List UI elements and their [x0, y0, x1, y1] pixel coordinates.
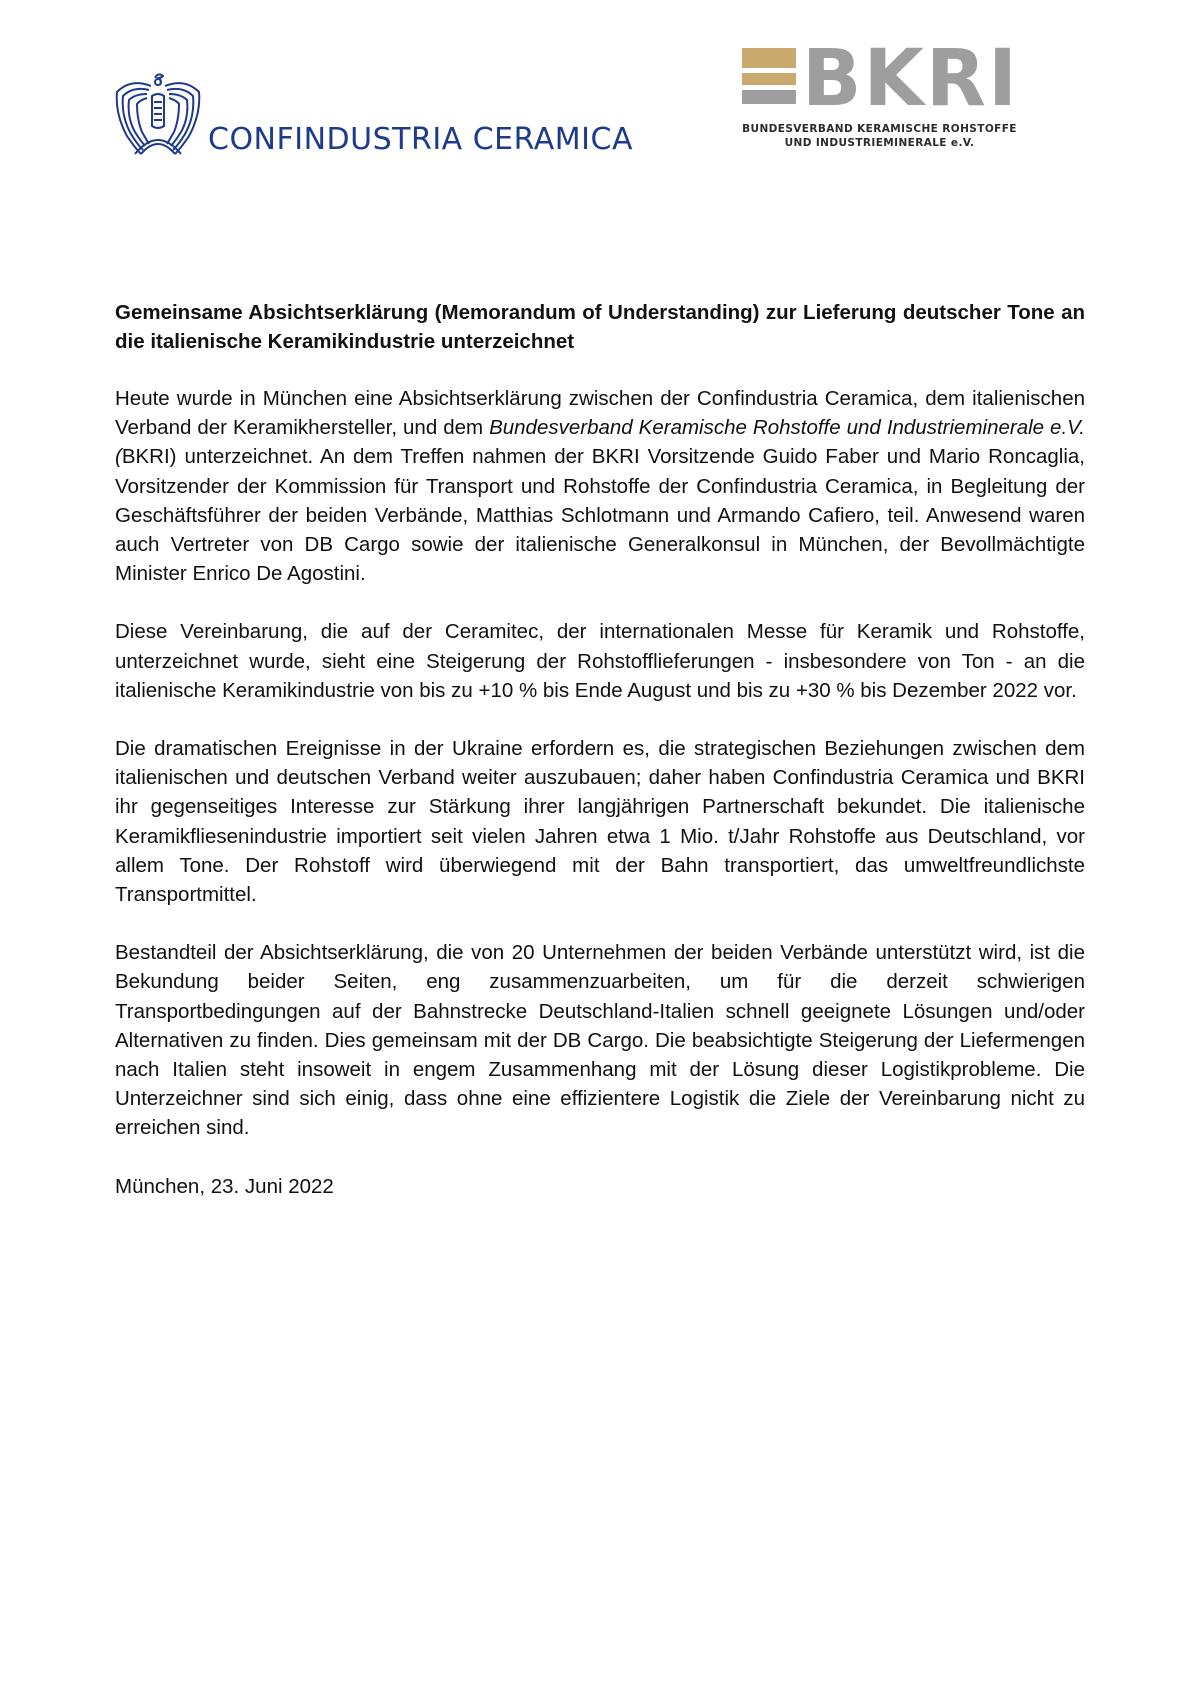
paragraph-1-italic-name: Bundesverband Keramische Rohstoffe und Industrieminerale e.V. (	[115, 416, 1085, 469]
confindustria-ceramica-logo	[113, 70, 633, 165]
paragraph-2: Diese Vereinbarung, die auf der Ceramitec, der internationalen Messe für Keramik und Rohstoffe, unterzeichnet wurde, sieht eine Steigerung der Rohstofflieferungen - insbesondere von Ton - an die italienische Keramikindustrie von bis zu +10 % bis Ende August und bis zu +30 % bis Dezember 2022 vor.	[115, 620, 1085, 702]
bkri-subtitle-line1: BUNDESVERBAND KERAMISCHE ROHSTOFFE	[742, 123, 1017, 135]
bkri-logo	[742, 34, 1032, 158]
eagle-emblem-icon	[113, 70, 203, 158]
bkri-subtitle-line2: UND INDUSTRIEMINERALE e.V.	[784, 137, 975, 149]
paragraph-1	[115, 384, 1085, 588]
paragraph-3: Die dramatischen Ereignisse in der Ukraine erfordern es, die strategischen Beziehungen zwischen dem italienischen und deutschen Verband weiter auszubauen; daher haben Confindustria Ceramica und BKRI ihr gegenseitiges Interesse zur Stärkung ihrer langjährigen Partnerschaft bekundet. Die italienische Keramikfliesenindustrie importiert seit vielen Jahren etwa 1 Mio. t/Jahr Rohstoffe aus Deutschland, vor allem Tone. Der Rohstoff wird überwiegend mit der Bahn transportiert, das umweltfreundlichste Transportmittel.	[115, 737, 1085, 907]
bkri-wordmark: BKRI	[802, 34, 1019, 124]
document-title: Gemeinsame Absichtserklärung (Memorandum of Understanding) zur Lieferung deutscher Tone an die italienische Keramikindustrie unterzeichnet	[115, 301, 1085, 353]
document-body	[115, 298, 1085, 1201]
bkri-bars-icon	[742, 48, 802, 112]
dateline: München, 23. Juni 2022	[115, 1174, 334, 1198]
paragraph-1-text-a: Heute wurde in München eine Absichtserklärung zwischen der Confindustria Ceramica, dem italienischen Verband der Keramikhersteller, und dem	[115, 387, 1085, 440]
paragraph-4: Bestandteil der Absichtserklärung, die von 20 Unternehmen der beiden Verbände unterstützt wird, ist die Bekundung beider Seiten, eng zusammenzuarbeiten, um für die derzeit schwierigen Transportbedingungen auf der Bahnstrecke Deutschland-Italien schnell geeignete Lösungen und/oder Alternativen zu finden. Dies gemeinsam mit der DB Cargo. Die beabsichtigte Steigerung der Liefermengen nach Italien steht insoweit in engem Zusammenhang mit der Lösung dieser Logistikprobleme. Die Unterzeichner sind sich einig, dass ohne eine effizientere Logistik die Ziele der Vereinbarung nicht zu erreichen sind.	[115, 941, 1085, 1140]
paragraph-1-text-b: BKRI) unterzeichnet. An dem Treffen nahmen der BKRI Vorsitzende Guido Faber und Mario Roncaglia, Vorsitzender der Kommission für Transport und Rohstoffe der Confindustria Ceramica, in Begleitung der Geschäftsführer der beiden Verbände, Matthias Schlotmann und Armando Cafiero, teil. Anwesend waren auch Vertreter von DB Cargo sowie der italienische Generalkonsul in München, der Bevollmächtigte Minister Enrico De Agostini.	[115, 445, 1085, 586]
confindustria-ceramica-wordmark: CONFINDUSTRIA CERAMICA	[208, 122, 633, 157]
